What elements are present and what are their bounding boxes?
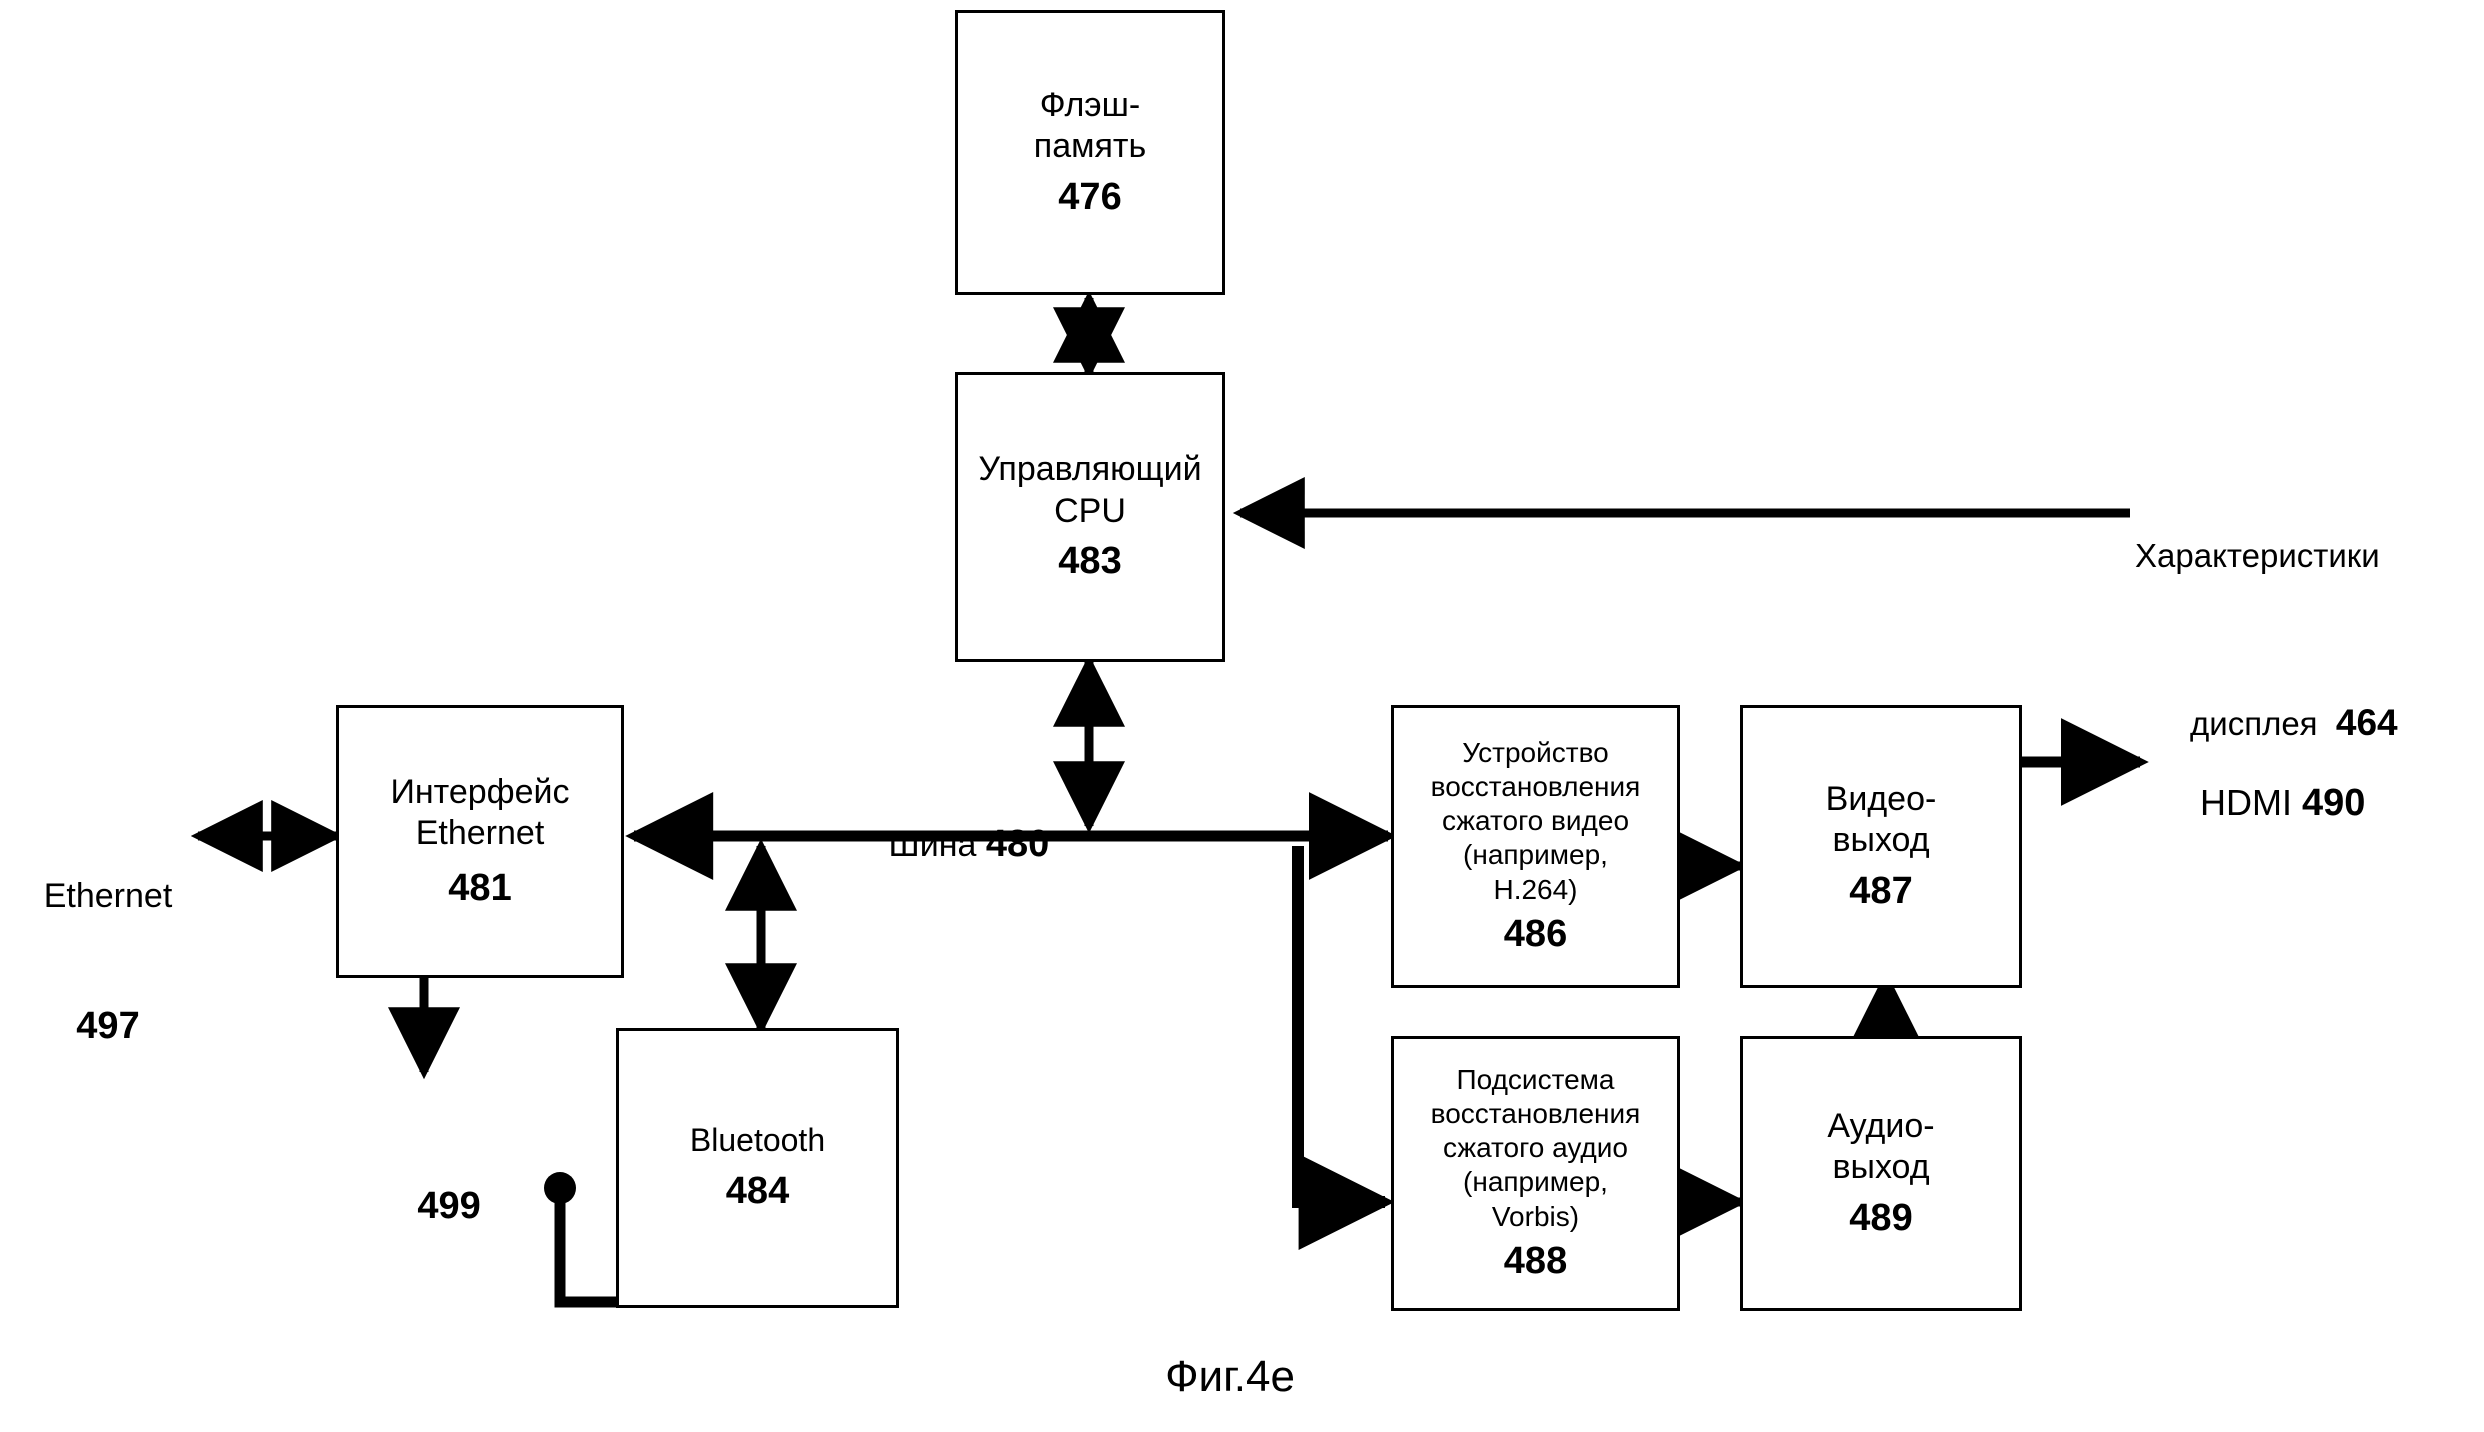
label-hdmi <box>2160 735 2460 873</box>
video-decoder-number: 486 <box>1503 912 1568 955</box>
audio-decoder-number: 488 <box>1503 1239 1568 1282</box>
cpu-number: 483 <box>1058 540 1122 583</box>
audio-decoder-line4: (например, <box>1463 1166 1608 1198</box>
audio-out-line1: Аудио- <box>1827 1106 1935 1145</box>
flash-line1: Флэш- <box>1039 85 1141 124</box>
box-video-output <box>1740 705 2022 988</box>
bluetooth-antenna-dot <box>544 1172 576 1204</box>
flash-line2: память <box>1033 127 1147 166</box>
video-decoder-line2: восстановления <box>1430 771 1641 803</box>
ethernet-port-text: Ethernet <box>43 877 173 915</box>
cpu-line1: Управляющий <box>978 450 1202 489</box>
wire-bus-audio-decoder <box>1298 846 1385 1202</box>
bluetooth-number: 484 <box>725 1170 790 1213</box>
video-out-line2: выход <box>1832 821 1930 860</box>
box-bluetooth <box>616 1028 899 1308</box>
video-out-number: 487 <box>1849 869 1913 912</box>
box-control-cpu <box>955 372 1225 662</box>
display-char-line2: дисплея <box>2190 704 2318 742</box>
cpu-line2: CPU <box>1054 491 1126 530</box>
label-bus <box>810 778 1090 911</box>
wire-bluetooth-antenna <box>560 1196 616 1302</box>
hdmi-number: 490 <box>2302 782 2366 824</box>
label-ethernet-out-number <box>348 1135 508 1278</box>
ethernet-if-line2: Ethernet <box>415 814 545 853</box>
audio-decoder-line3: сжатого аудио <box>1443 1132 1628 1164</box>
video-decoder-line1: Устройство <box>1462 736 1609 768</box>
display-char-number: 464 <box>2335 701 2398 743</box>
label-ethernet-port <box>8 790 208 1135</box>
box-audio-output <box>1740 1036 2022 1311</box>
display-char-line1: Характеристики <box>2135 536 2380 574</box>
bluetooth-line1: Bluetooth <box>689 1122 826 1159</box>
video-decoder-line4: (например, <box>1463 839 1608 871</box>
audio-decoder-line2: восстановления <box>1430 1098 1641 1130</box>
ethernet-out-number: 499 <box>417 1184 481 1227</box>
video-decoder-line3: сжатого видео <box>1441 805 1630 837</box>
audio-out-line2: выход <box>1832 1148 1930 1187</box>
video-decoder-line5: H.264) <box>1493 873 1578 905</box>
audio-out-number: 489 <box>1849 1196 1913 1239</box>
figure-caption: Фиг.4e <box>1165 1352 1295 1401</box>
ethernet-if-number: 481 <box>448 866 512 909</box>
audio-decoder-line1: Подсистема <box>1456 1063 1615 1095</box>
ethernet-port-number: 497 <box>76 1004 140 1047</box>
flash-number: 476 <box>1058 175 1122 218</box>
bus-number: 480 <box>985 822 1050 865</box>
box-audio-decoder <box>1391 1036 1680 1311</box>
video-out-line1: Видео- <box>1825 779 1937 818</box>
hdmi-text: HDMI <box>2200 782 2293 823</box>
box-ethernet-interface <box>336 705 624 978</box>
ethernet-if-line1: Интерфейс <box>390 772 570 811</box>
box-video-decoder <box>1391 705 1680 988</box>
audio-decoder-line5: Vorbis) <box>1491 1200 1580 1232</box>
bus-text: Шина <box>888 825 977 864</box>
box-flash-memory <box>955 10 1225 295</box>
